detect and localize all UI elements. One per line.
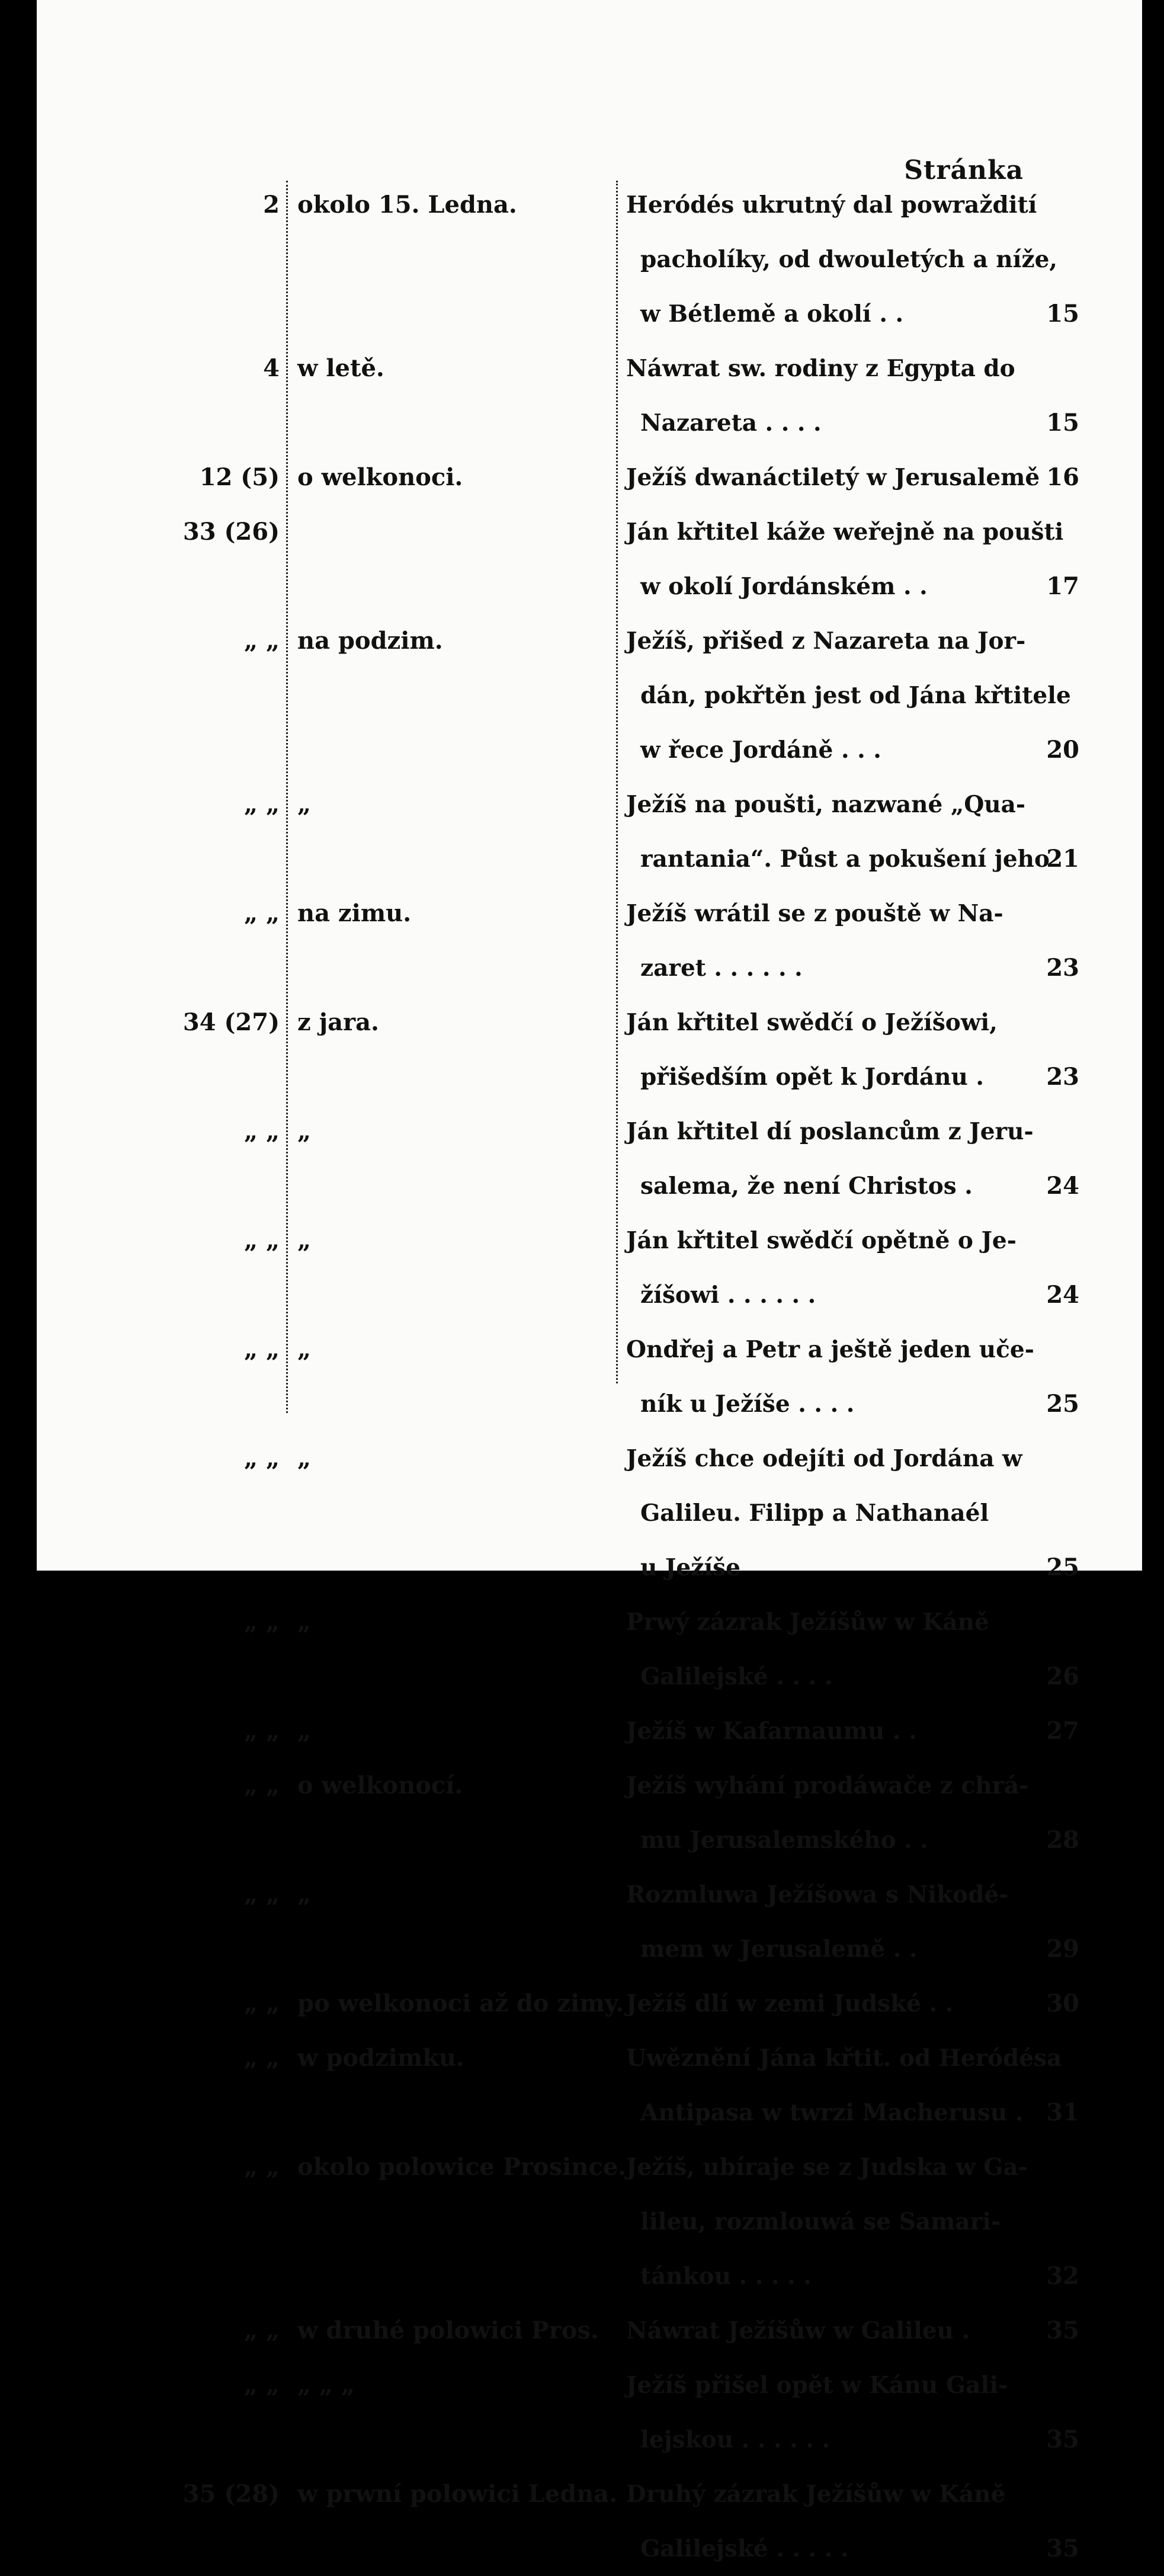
table-row — [37, 777, 1142, 886]
event-cell — [626, 2358, 1011, 2467]
event-line: Galilejské . . . . . — [640, 2535, 849, 2562]
event-line: Ježíš wrátil se z pouště w Na- — [626, 900, 1003, 927]
table-row — [37, 995, 1142, 1104]
event-line: dán, pokřtěn jest od Jána křtitele — [640, 682, 1071, 709]
event-line: w řece Jordáně . . . — [640, 736, 881, 764]
event-cell — [626, 777, 1050, 886]
time-cell: w podzimku. — [297, 2044, 464, 2072]
year-cell: „ „ — [244, 1771, 280, 1799]
event-line: Ján křtitel swědčí opětně o Je- — [626, 1227, 1017, 1254]
event-cell — [626, 2140, 1028, 2303]
event-cell — [626, 1976, 1011, 2031]
table-row — [37, 341, 1142, 450]
time-cell: o welkonoci. — [297, 463, 463, 491]
page-number-cell: 35 — [1046, 2535, 1079, 2562]
event-cell — [626, 1704, 1011, 1758]
year-cell: „ „ — [244, 1226, 280, 1254]
page-number-cell: 23 — [1046, 1063, 1079, 1091]
event-line: Heródés ukrutný dal powraždití — [626, 191, 1037, 219]
year-cell: „ „ — [244, 899, 280, 927]
year-cell: „ „ — [244, 2153, 280, 2181]
event-line: u Ježíše — [640, 1554, 740, 1581]
year-cell: „ „ — [244, 1880, 280, 1908]
time-cell: po welkonoci až do zimy. — [297, 1989, 624, 2017]
table-row — [37, 2031, 1142, 2140]
event-cell — [626, 2467, 1011, 2576]
page-number-cell: 35 — [1046, 2317, 1079, 2344]
event-line: mem w Jerusalemě . . — [640, 1936, 918, 1963]
event-line: w Bétlemě a okolí . . — [640, 300, 904, 328]
time-cell: w prwní polowici Ledna. — [297, 2480, 618, 2508]
event-line: Galileu. Filipp a Nathanaél — [640, 1500, 989, 1527]
event-line: Galilejské . . . . — [640, 1663, 833, 1690]
chronology-table — [37, 178, 1142, 2576]
table-row — [37, 1104, 1142, 1213]
time-cell: „ — [297, 1117, 312, 1145]
event-cell — [626, 450, 1040, 505]
event-line: Ján křtitel káže weřejně na poušti — [626, 518, 1064, 546]
page-number-cell: 30 — [1046, 1989, 1079, 2017]
table-row — [37, 2140, 1142, 2303]
table-row — [37, 1322, 1142, 1431]
event-line: Rozmluwa Ježíšowa s Nikodé- — [626, 1881, 1009, 1908]
page-number-cell: 26 — [1046, 1662, 1079, 1690]
event-line: Náwrat Ježíšůw w Galileu . — [626, 2317, 970, 2344]
page-number-cell: 32 — [1046, 2262, 1079, 2290]
year-cell: 2 — [263, 191, 280, 219]
event-cell — [626, 886, 1011, 995]
page-number-cell: 23 — [1046, 954, 1079, 982]
event-line: pacholíky, od dwouletých a níže, — [640, 246, 1057, 273]
event-line: Ján křtitel swědčí o Ježíšowi, — [626, 1009, 998, 1036]
event-line: Ježíš chce odejíti od Jordána w — [626, 1445, 1022, 1472]
event-line: Ježíš wyhání prodáwače z chrá- — [626, 1772, 1029, 1799]
event-line: Ondřej a Petr a ještě jeden uče- — [626, 1336, 1034, 1363]
event-line: Nazareta . . . . — [640, 409, 822, 437]
year-cell: „ „ — [244, 1717, 280, 1745]
time-cell: „ — [297, 1335, 312, 1363]
time-cell: w druhé polowici Pros. — [297, 2317, 599, 2344]
time-cell: z jara. — [297, 1008, 379, 1036]
table-row — [37, 1867, 1142, 1976]
table-row — [37, 1431, 1142, 1595]
page-number-cell: 21 — [1046, 845, 1079, 873]
time-cell: „ — [297, 1717, 312, 1745]
page-number-cell: 24 — [1046, 1172, 1079, 1200]
page-number-cell: 25 — [1046, 1553, 1079, 1581]
table-row — [37, 178, 1142, 341]
event-line: Prwý zázrak Ježíšůw w Káně — [626, 1609, 989, 1636]
table-row — [37, 450, 1142, 505]
event-line: přišedším opět k Jordánu . — [640, 1063, 984, 1091]
time-cell: o welkonocí. — [297, 1771, 463, 1799]
event-cell — [626, 1867, 1011, 1976]
time-cell: na zimu. — [297, 899, 412, 927]
event-line: Ježíš na poušti, nazwané „Qua- — [626, 791, 1026, 818]
year-cell: „ „ — [244, 1117, 280, 1145]
event-line: ník u Ježíše . . . . — [640, 1390, 855, 1418]
event-cell — [626, 1595, 1011, 1704]
event-cell — [626, 2303, 1011, 2358]
page-number-cell: 31 — [1046, 2098, 1079, 2126]
table-row — [37, 1595, 1142, 1704]
time-cell: okolo polowice Prosince. — [297, 2153, 627, 2181]
year-cell: „ „ — [244, 627, 280, 655]
table-row — [37, 1758, 1142, 1867]
time-cell: „ — [297, 1608, 312, 1636]
year-cell: 34 (27) — [182, 1008, 280, 1036]
year-cell: „ „ — [244, 2044, 280, 2072]
year-cell: 35 (28) — [182, 2480, 280, 2508]
time-cell — [297, 505, 611, 559]
event-line: Druhý zázrak Ježíšůw w Káně — [626, 2481, 1006, 2508]
table-row — [37, 505, 1142, 614]
event-line: Antipasa w twrzi Macherusu . — [640, 2099, 1024, 2126]
book-page — [37, 0, 1142, 2562]
event-line: Uwěznění Jána křtit. od Heródésa — [626, 2045, 1062, 2072]
event-cell — [626, 178, 1057, 341]
table-row — [37, 2303, 1142, 2358]
event-cell — [626, 1104, 1034, 1213]
event-cell — [626, 1758, 1029, 1867]
time-cell: „ — [297, 1226, 312, 1254]
event-line: w okolí Jordánském . . — [640, 573, 928, 600]
table-row — [37, 1976, 1142, 2031]
page-number-cell: 15 — [1046, 409, 1079, 437]
time-cell: „ — [297, 1444, 312, 1472]
event-line: Ježíš, ubíraje se z Judska w Ga- — [626, 2154, 1028, 2181]
year-cell: „ „ — [244, 2371, 280, 2399]
event-line: Ježíš, přišed z Nazareta na Jor- — [626, 627, 1026, 655]
time-cell: „ „ „ — [297, 2371, 355, 2399]
page-number-cell: 20 — [1046, 736, 1079, 764]
year-cell: 33 (26) — [182, 518, 280, 546]
table-row — [37, 614, 1142, 777]
event-line: žíšowi . . . . . . — [640, 1281, 816, 1309]
event-line: Náwrat sw. rodiny z Egypta do — [626, 355, 1015, 382]
year-cell: „ „ — [244, 1989, 280, 2017]
page-number-cell: 24 — [1046, 1281, 1079, 1309]
time-cell: w letě. — [297, 354, 384, 382]
event-line: zaret . . . . . . — [640, 954, 803, 982]
scan-border — [1142, 0, 1164, 1571]
page-number-cell: 17 — [1046, 572, 1079, 600]
event-line: Ježíš dwanáctiletý w Jerusalemě — [626, 464, 1040, 491]
event-line: lejskou . . . . . . — [640, 2426, 830, 2453]
table-row — [37, 886, 1142, 995]
event-line: Ježíš přišel opět w Kánu Gali- — [626, 2372, 1008, 2399]
event-cell — [626, 2031, 1062, 2140]
time-cell: „ — [297, 790, 312, 818]
year-cell: 4 — [263, 354, 280, 382]
page-number-cell: 27 — [1046, 1717, 1079, 1745]
time-cell: „ — [297, 1880, 312, 1908]
page-number-cell: 28 — [1046, 1826, 1079, 1854]
event-line: Ježíš w Kafarnaumu . . — [626, 1718, 917, 1745]
page-number-cell: 35 — [1046, 2426, 1079, 2453]
year-cell: „ „ — [244, 2317, 280, 2344]
time-cell: okolo 15. Ledna. — [297, 191, 517, 219]
event-line: tánkou . . . . . — [640, 2263, 812, 2290]
year-cell: „ „ — [244, 1444, 280, 1472]
event-line: mu Jerusalemského . . — [640, 1827, 928, 1854]
year-cell: „ „ — [244, 790, 280, 818]
page-number-cell: 15 — [1046, 300, 1079, 328]
event-cell — [626, 1322, 1034, 1431]
page-number-cell: 16 — [1046, 463, 1079, 491]
year-cell: 12 (5) — [199, 463, 280, 491]
event-line: Ján křtitel dí poslancům z Jeru- — [626, 1118, 1034, 1145]
page-number-cell: 29 — [1046, 1935, 1079, 1963]
event-line: Ježíš dlí w zemi Judské . . — [626, 1990, 954, 2017]
event-line: salema, že není Christos . — [640, 1172, 973, 1200]
table-row — [37, 2358, 1142, 2467]
time-cell: na podzim. — [297, 627, 443, 655]
table-row — [37, 2467, 1142, 2576]
event-cell — [626, 341, 1015, 450]
event-cell — [626, 995, 1011, 1104]
event-line: rantania“. Půst a pokušení jeho — [640, 845, 1050, 873]
event-line: lileu, rozmlouwá se Samari- — [640, 2208, 1001, 2235]
year-cell: „ „ — [244, 1608, 280, 1636]
event-cell — [626, 1431, 1022, 1595]
page-column-header: Stránka — [904, 155, 1024, 185]
year-cell: „ „ — [244, 1335, 280, 1363]
table-row — [37, 1213, 1142, 1322]
event-cell — [626, 1213, 1017, 1322]
page-number-cell: 25 — [1046, 1390, 1079, 1418]
table-row — [37, 1704, 1142, 1758]
